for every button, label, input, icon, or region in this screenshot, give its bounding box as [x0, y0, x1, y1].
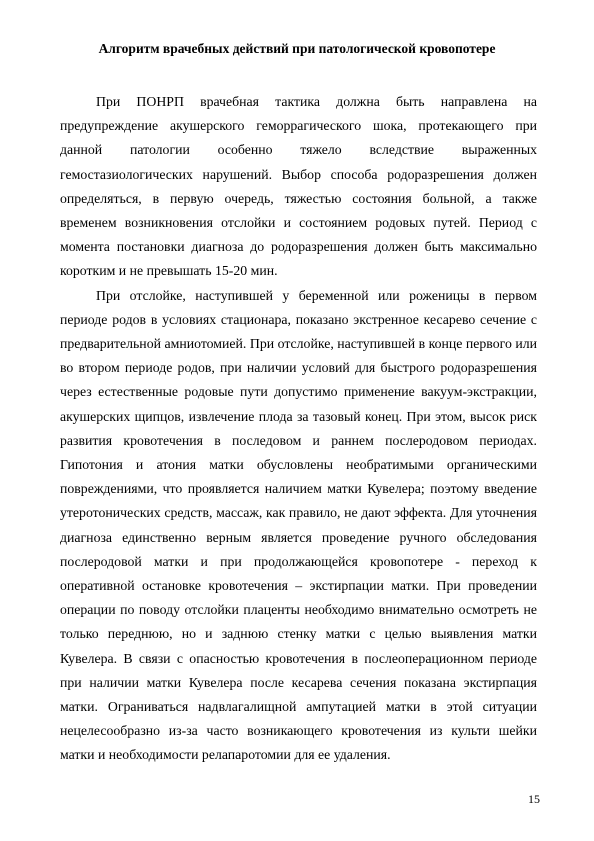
paragraph-abruption-management: При отслойке, наступившей у беременной или роженицы в первом периоде родов в условиях стационара, показано экстренное кесарево сечение с предварительной амниотомией. При отслойке, наступившей в конце первого или во втором периоде родов, при наличии условий для быстрого родоразрешения через естественные родовые пути допустимо применение вакуум-экстракции, акушерских щипцов, извлечение плода за тазовый конец. При этом, высок риск развития кровотечения в последовом и раннем послеродовом периодах. Гипотония и атония матки обусловлены необратимыми органическими повреждениями, что проявляется наличием матки Кувелера; поэтому введение утеротонических средств, массаж, как правило, не дают эффекта. Для уточнения диагноза единственно верным является проведение ручного обследования послеродовой матки и при продолжающейся кровопотере - переход к оперативной остановке кровотечения – экстирпации матки. При проведении операции по поводу отслойки плаценты необходимо внимательно осмотреть не только переднюю, но и заднюю стенку матки с целью выявления матки Кувелера. В связи с опасностью кровотечения в послеоперационном периоде при наличии матки Кувелера после кесарева сечения показана экстирпация матки. Ограниваться надвлагалищной ампутацией матки в этой ситуации нецелесообразно из-за часто возникающего кровотечения из культи шейки матки и необходимости релапаротомии для ее удаления.	[60, 287, 537, 763]
page-title: Алгоритм врачебных действий при патологической кровопотере	[98, 41, 496, 56]
page-number: 15	[528, 792, 540, 806]
body-text	[60, 90, 537, 768]
paragraph-delivery-tactics: При ПОНРП врачебная тактика должна быть направлена на предупреждение акушерского геморрагического шока, протекающего при данной патологии особенно тяжело вследствие выраженных гемостазиологических нарушений. Выбор способа родоразрешения должен определяться, в первую очередь, тяжестью состояния больной, а также временем возникновения отслойки и состоянием родовых путей. Период с момента постановки диагноза до родоразрешения должен быть максимально коротким и не превышать 15-20 мин.	[60, 94, 537, 279]
